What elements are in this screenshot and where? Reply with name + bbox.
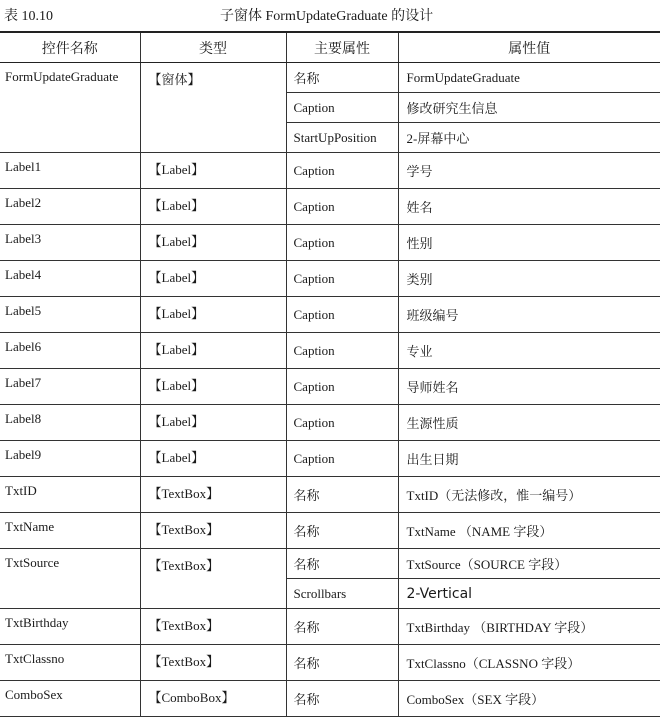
control-name-cell: TxtID — [0, 477, 140, 513]
control-name-cell: Label5 — [0, 297, 140, 333]
property-name-cell: 名称 — [286, 477, 398, 513]
property-name-cell: 名称 — [286, 609, 398, 645]
control-type-cell: 【Label】 — [140, 189, 286, 225]
control-type-cell: 【TextBox】 — [140, 513, 286, 549]
table-row — [0, 297, 660, 333]
property-name-cell: Scrollbars — [286, 579, 398, 609]
control-name-cell: TxtName — [0, 513, 140, 549]
control-name-cell: Label4 — [0, 261, 140, 297]
control-type-cell: 【Label】 — [140, 405, 286, 441]
table-row — [0, 441, 660, 477]
header-control-name: 控件名称 — [0, 32, 140, 63]
property-value-cell: 修改研究生信息 — [398, 93, 660, 123]
control-name-cell: Label2 — [0, 189, 140, 225]
control-name-cell: Label7 — [0, 369, 140, 405]
table-row — [0, 333, 660, 369]
control-name-cell: TxtClassno — [0, 645, 140, 681]
property-name-cell: Caption — [286, 153, 398, 189]
property-value-cell: 学号 — [398, 153, 660, 189]
control-type-cell: 【Label】 — [140, 441, 286, 477]
property-value-cell: 姓名 — [398, 189, 660, 225]
control-name-cell: Label8 — [0, 405, 140, 441]
control-name-cell: FormUpdateGraduate — [0, 63, 140, 153]
header-row — [0, 32, 660, 63]
property-name-cell: Caption — [286, 261, 398, 297]
property-value-cell: TxtClassno（CLASSNO 字段） — [398, 645, 660, 681]
property-value-cell: 出生日期 — [398, 441, 660, 477]
header-property-value: 属性值 — [398, 32, 660, 63]
control-type-cell: 【TextBox】 — [140, 549, 286, 609]
table-number: 表 10.10 — [4, 9, 53, 24]
control-type-cell: 【TextBox】 — [140, 477, 286, 513]
property-name-cell: Caption — [286, 405, 398, 441]
property-value-cell: TxtName （NAME 字段） — [398, 513, 660, 549]
control-type-cell: 【Label】 — [140, 333, 286, 369]
table-row — [0, 681, 660, 717]
control-type-cell: 【Label】 — [140, 297, 286, 333]
table-row — [0, 477, 660, 513]
control-name-cell: TxtBirthday — [0, 609, 140, 645]
control-name-cell: Label1 — [0, 153, 140, 189]
property-name-cell: StartUpPosition — [286, 123, 398, 153]
table-row — [0, 225, 660, 261]
property-name-cell: 名称 — [286, 549, 398, 579]
header-type: 类型 — [140, 32, 286, 63]
control-type-cell: 【Label】 — [140, 261, 286, 297]
table-row — [0, 645, 660, 681]
control-type-cell: 【Label】 — [140, 369, 286, 405]
property-name-cell: 名称 — [286, 645, 398, 681]
control-name-cell: TxtSource — [0, 549, 140, 609]
table-row — [0, 63, 660, 93]
design-table — [0, 31, 660, 717]
table-row — [0, 405, 660, 441]
property-value-cell: 性别 — [398, 225, 660, 261]
header-main-property: 主要属性 — [286, 32, 398, 63]
control-name-cell: Label6 — [0, 333, 140, 369]
control-name-cell: Label9 — [0, 441, 140, 477]
property-name-cell: Caption — [286, 225, 398, 261]
property-value-cell: ComboSex（SEX 字段） — [398, 681, 660, 717]
control-type-cell: 【TextBox】 — [140, 609, 286, 645]
property-value-cell: 2-屏幕中心 — [398, 123, 660, 153]
property-value-cell: TxtSource（SOURCE 字段） — [398, 549, 660, 579]
table-row — [0, 609, 660, 645]
property-value-cell: 生源性质 — [398, 405, 660, 441]
property-value-cell: 班级编号 — [398, 297, 660, 333]
table-row — [0, 549, 660, 579]
property-name-cell: Caption — [286, 297, 398, 333]
table-row — [0, 261, 660, 297]
table-row — [0, 369, 660, 405]
property-value-cell: 导师姓名 — [398, 369, 660, 405]
property-value-cell: 类别 — [398, 261, 660, 297]
control-name-cell: ComboSex — [0, 681, 140, 717]
property-name-cell: 名称 — [286, 513, 398, 549]
property-name-cell: Caption — [286, 189, 398, 225]
property-name-cell: Caption — [286, 333, 398, 369]
table-caption — [0, 0, 662, 30]
control-type-cell: 【Label】 — [140, 153, 286, 189]
property-value-cell: FormUpdateGraduate — [398, 63, 660, 93]
table-title: 子窗体 FormUpdateGraduate 的设计 — [220, 9, 434, 24]
table-row — [0, 189, 660, 225]
control-type-cell: 【ComboBox】 — [140, 681, 286, 717]
property-value-cell: 2-Vertical — [398, 579, 660, 609]
property-name-cell: Caption — [286, 441, 398, 477]
property-value-cell: 专业 — [398, 333, 660, 369]
control-type-cell: 【TextBox】 — [140, 645, 286, 681]
property-name-cell: 名称 — [286, 681, 398, 717]
property-name-cell: Caption — [286, 93, 398, 123]
property-name-cell: Caption — [286, 369, 398, 405]
table-row — [0, 153, 660, 189]
control-name-cell: Label3 — [0, 225, 140, 261]
property-value-cell: TxtID（无法修改，惟一编号） — [398, 477, 660, 513]
table-body — [0, 63, 660, 717]
property-value-cell: TxtBirthday （BIRTHDAY 字段） — [398, 609, 660, 645]
table-row — [0, 513, 660, 549]
property-name-cell: 名称 — [286, 63, 398, 93]
control-type-cell: 【窗体】 — [140, 63, 286, 153]
control-type-cell: 【Label】 — [140, 225, 286, 261]
